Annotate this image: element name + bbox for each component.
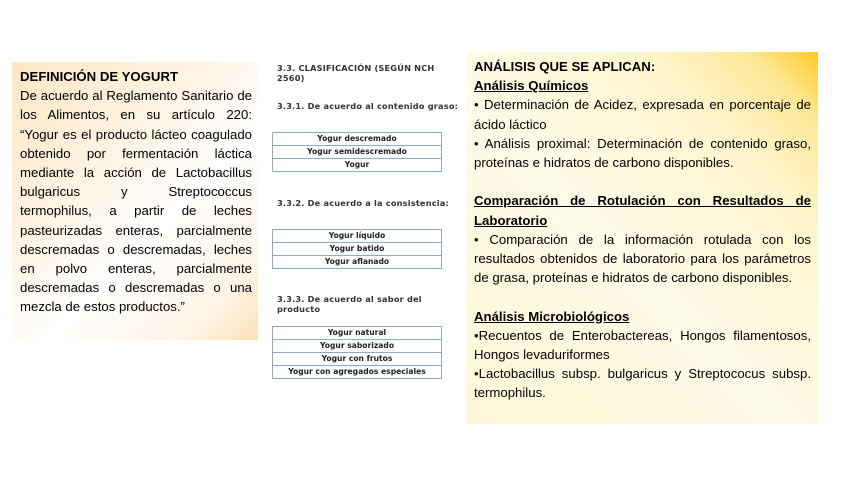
spacer bbox=[474, 287, 811, 306]
classification-item: Yogur saborizado bbox=[273, 340, 442, 353]
classification-table-consistency bbox=[272, 229, 442, 269]
microbiological-analysis-item: •Lactobacillus subsp. bulgaricus y Streptococus subsp. termophilus. bbox=[474, 366, 811, 401]
classification-item: Yogur líquido bbox=[273, 230, 442, 243]
chemical-analysis-item: • Análisis proximal: Determinación de contenido graso, proteínas e hidratos de carbono disponibles. bbox=[474, 135, 811, 171]
microbiological-analysis-item: •Recuentos de Enterobactereas, Hongos filamentosos, Hongos levaduriformes bbox=[474, 327, 811, 363]
definition-body: De acuerdo al Reglamento Sanitario de los Alimentos, en su artículo 220: “Yogur es el producto lácteo coagulado obtenido por fermentación láctica mediante la acción de Lactobacillus bulgaricus y Streptococcus termophilus, a partir de leches pasteurizadas enteras, parcialmente descremadas o descremadas, leches en polvo enteras, parcialmente descremadas o descremadas o una mezcla de estos productos.” bbox=[20, 88, 252, 315]
spacer bbox=[474, 172, 811, 191]
microbiological-analysis-heading: Análisis Microbiológicos bbox=[474, 308, 630, 324]
definition-box bbox=[12, 62, 258, 340]
classification-title: 3.3. CLASIFICACIÓN (SEGÚN NCH 2560) bbox=[277, 63, 435, 83]
classification-group-heading: 3.3.3. De acuerdo al sabor del producto bbox=[277, 294, 422, 314]
classification-item: Yogur semidescremado bbox=[273, 146, 442, 159]
classification-item: Yogur aflanado bbox=[273, 256, 442, 269]
labeling-comparison-item: • Comparación de la información rotulada con los resultados obtenidos de laboratorio para los parámetros de grasa, proteínas e hidratos de carbono disponibles. bbox=[474, 231, 811, 286]
classification-group-heading: 3.3.1. De acuerdo al contenido graso: bbox=[277, 101, 459, 111]
classification-item: Yogur con frutos bbox=[273, 353, 442, 366]
definition-title: DEFINICIÓN DE YOGURT bbox=[20, 69, 179, 84]
classification-item: Yogur batido bbox=[273, 243, 442, 256]
classification-table-flavor bbox=[272, 326, 442, 379]
analysis-box bbox=[467, 52, 818, 424]
classification-table-fat bbox=[272, 132, 442, 172]
classification-panel bbox=[270, 60, 460, 400]
classification-group-heading: 3.3.2. De acuerdo a la consistencia: bbox=[277, 198, 449, 208]
classification-item: Yogur descremado bbox=[273, 133, 442, 146]
classification-item: Yogur bbox=[273, 159, 442, 172]
classification-item: Yogur natural bbox=[273, 327, 442, 340]
chemical-analysis-heading: Análisis Químicos bbox=[474, 78, 589, 94]
classification-item: Yogur con agregados especiales bbox=[273, 366, 442, 379]
analysis-title: ANÁLISIS QUE SE APLICAN: bbox=[474, 59, 656, 74]
chemical-analysis-item: • Determinación de Acidez, expresada en porcentaje de ácido láctico bbox=[474, 97, 811, 132]
labeling-comparison-heading: Comparación de Rotulación con Resultados de Laboratorio bbox=[474, 193, 811, 228]
